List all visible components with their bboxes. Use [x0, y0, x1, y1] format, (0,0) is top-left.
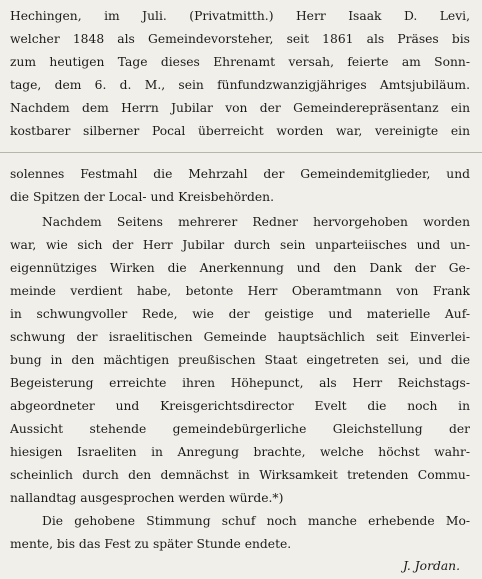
text-line: meinde verdient habe, betonte Herr Oberamtmann von Frank: [10, 284, 470, 298]
text-line: zum heutigen Tage dieses Ehrenamt versah, feierte am Sonn-: [10, 55, 470, 69]
text-line: scheinlich durch den demnächst in Wirksamkeit tretenden Commu-: [10, 468, 470, 482]
text-line: tage, dem 6. d. M., sein fünfundzwanzigjähriges Amtsjubiläum.: [10, 78, 470, 92]
text-line: bung in den mächtigen preußischen Staat eingetreten sei, und die: [10, 353, 470, 367]
author-signature: J. Jordan.: [402, 559, 460, 573]
text-line: Aussicht stehende gemeindebürgerliche Gleichstellung der: [10, 422, 470, 436]
text-line: Die gehobene Stimmung schuf noch manche erhebende Mo-: [42, 514, 470, 528]
text-line: Nachdem Seitens mehrerer Redner hervorgehoben worden: [42, 215, 470, 229]
text-line: solennes Festmahl die Mehrzahl der Gemeindemitglieder, und: [10, 167, 470, 181]
text-line: eigennütziges Wirken die Anerkennung und den Dank der Ge-: [10, 261, 470, 275]
text-line: war, wie sich der Herr Jubilar durch sein unparteiisches und un-: [10, 238, 470, 252]
text-line: in schwungvoller Rede, wie der geistige und materielle Auf-: [10, 307, 470, 321]
paper-fold-line: [0, 152, 482, 153]
text-line: Hechingen, im Juli. (Privatmitth.) Herr Isaak D. Levi,: [10, 9, 470, 23]
text-line: Begeisterung erreichte ihren Höhepunct, als Herr Reichstags-: [10, 376, 470, 390]
text-line: welcher 1848 als Gemeindevorsteher, seit 1861 als Präses bis: [10, 32, 470, 46]
text-line: nallandtag ausgesprochen werden würde.*): [10, 491, 284, 505]
text-line: hiesigen Israeliten in Anregung brachte, welche höchst wahr-: [10, 445, 470, 459]
text-line: die Spitzen der Local- und Kreisbehörden.: [10, 190, 274, 204]
text-line: mente, bis das Fest zu später Stunde endete.: [10, 537, 292, 551]
text-line: abgeordneter und Kreisgerichtsdirector Evelt die noch in: [10, 399, 470, 413]
text-line: Nachdem dem Herrn Jubilar von der Gemeinderepräsentanz ein: [10, 101, 470, 115]
text-line: schwung der israelitischen Gemeinde hauptsächlich seit Einverlei-: [10, 330, 470, 344]
text-line: kostbarer silberner Pocal überreicht worden war, vereinigte ein: [10, 124, 470, 138]
